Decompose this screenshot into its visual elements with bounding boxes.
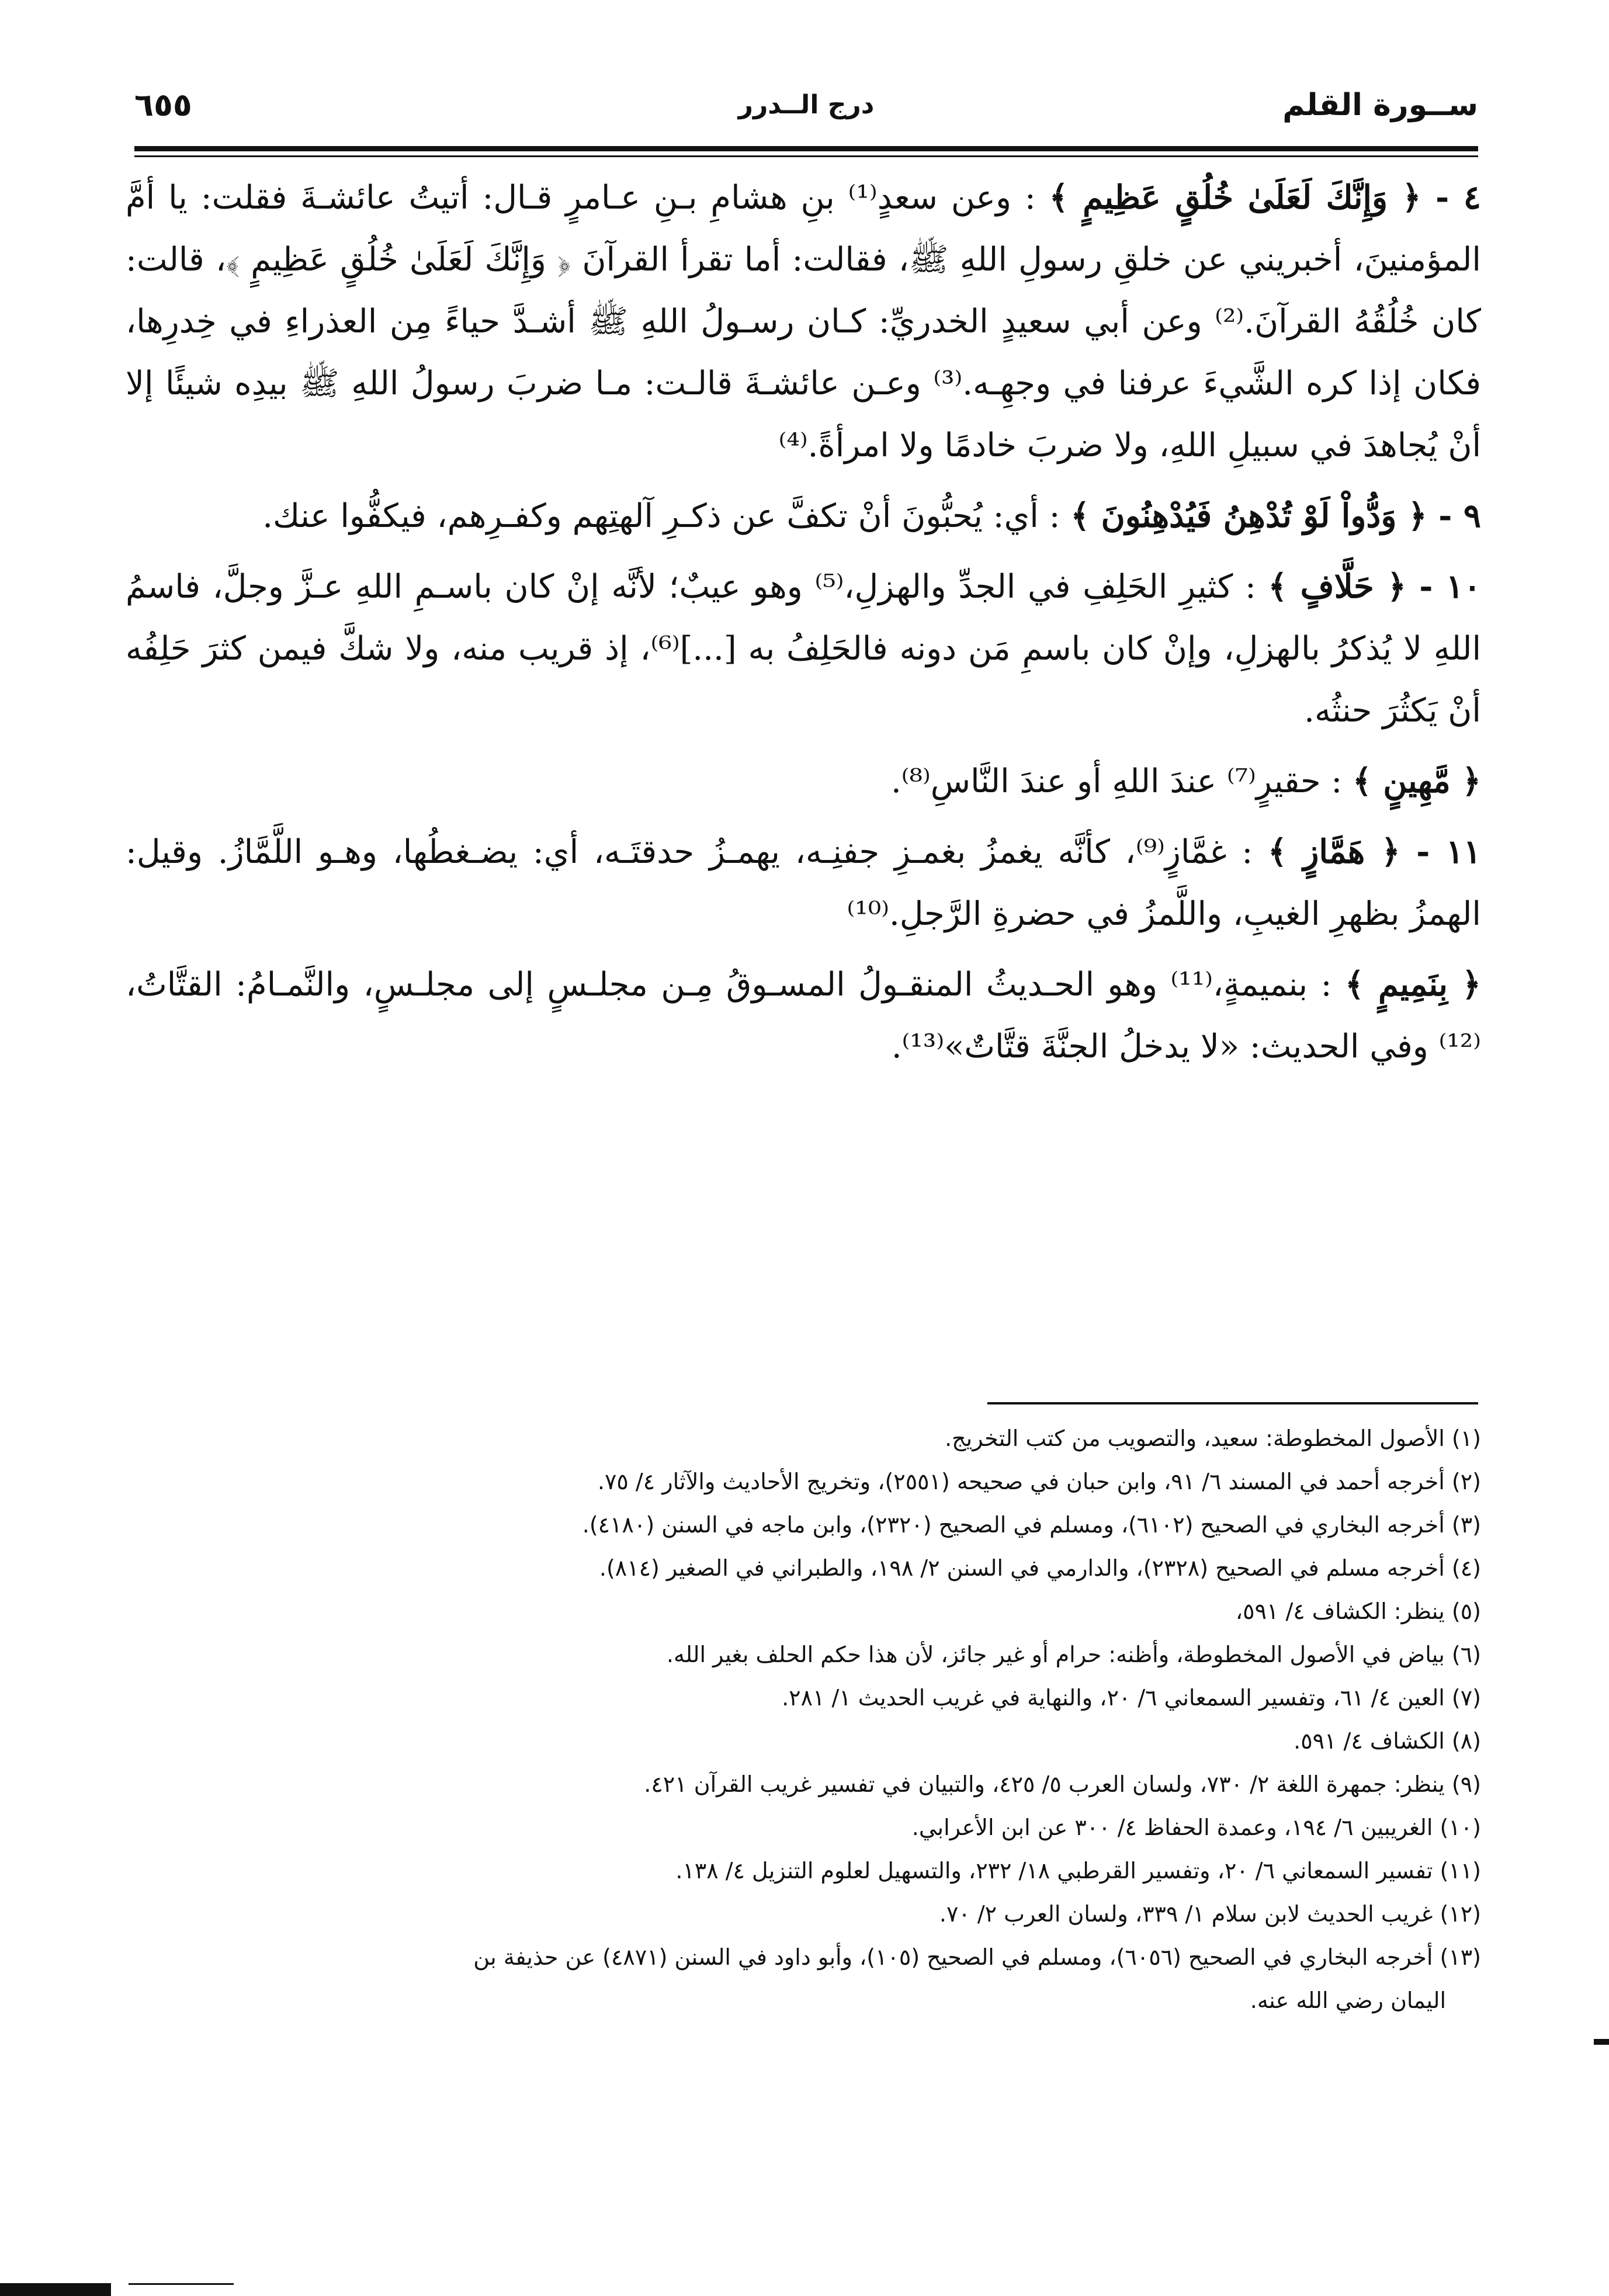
footnote: (٦) بياض في الأصول المخطوطة، وأظنه: حرام أو غير جائز، لأن هذا حكم الحلف بغير الله. <box>666 1642 1481 1667</box>
footnote: (٣) أخرجه البخاري في الصحيح (٦١٠٢)، ومسلم في الصحيح (٢٣٢٠)، وابن ماجه في السنن (٤١٨٠). <box>582 1512 1481 1538</box>
commentary-paragraph <box>126 953 1481 1078</box>
footnote: (١) الأصول المخطوطة: سعيد، والتصويب من كتب التخريج. <box>945 1426 1481 1451</box>
scan-edge-line <box>129 2283 234 2285</box>
quran-verse: ١٠ - ﴿ حَلَّافٍ ﴾ <box>1268 567 1481 606</box>
paragraph-text: : كثيرِ الحَلِفِ في الجدِّ والهزلِ،⁽⁵⁾ وهو عيبٌ؛ لأنَّه إنْ كان باسـمِ اللهِ عـزَّ وجلَّ، فاسمُ اللهِ لا يُذكرُ بالهزلِ، وإنْ كان باسمِ مَن دونه فالحَلِفُ به [...]⁽⁶⁾، إذ قريب منه، ولا شكَّ فيمن كثرَ حَلِفُه أنْ يَكثُرَ حنثُه. <box>126 568 1482 730</box>
paragraph-text: : وعن سعدٍ⁽¹⁾ بنِ هشامِ بـنِ عـامرٍ قـال: أتيتُ عائشـةَ فقلت: يا أمَّ المؤمنينَ، أخبريني عن خلقِ رسولِ اللهِ ﷺ، فقالت: أما تقرأ القرآنَ ﴿ وَإِنَّكَ لَعَلَىٰ خُلُقٍ عَظِيمٍ ﴾، قالت: كان خُلُقُهُ القرآنَ.⁽²⁾ وعن أبي سعيدٍ الخدريِّ: كـان رسـولُ اللهِ ﷺ أشـدَّ حياءً مِن العذراءِ في خِدرِها، فكان إذا كره الشَّيءَ عرفنا في وجهِـه.⁽³⁾ وعـن عائشـةَ قالـت: مـا ضربَ رسولُ اللهِ ﷺ بيدِه شيئًا إلا أنْ يُجاهدَ في سبيلِ اللهِ، ولا ضربَ خادمًا ولا امرأةً.⁽⁴⁾ <box>126 179 1482 464</box>
quran-verse: ﴿ بِنَمِيمٍ ﴾ <box>1344 965 1481 1004</box>
quran-verse: ٤ - ﴿ وَإِنَّكَ لَعَلَىٰ خُلُقٍ عَظِيمٍ ﴾ <box>1049 178 1481 217</box>
paragraph-text: : حقيرٍ⁽⁷⁾ عندَ اللهِ أو عندَ النَّاسِ⁽⁸⁾. <box>890 762 1353 800</box>
margin-mark <box>1594 2039 1609 2045</box>
quran-verse: ﴿ مَّهِينٍ ﴾ <box>1353 762 1481 800</box>
commentary-paragraph <box>126 485 1481 547</box>
footnote: (٤) أخرجه مسلم في الصحيح (٢٣٢٨)، والدارمي في السنن ٢/ ١٩٨، والطبراني في الصغير (٨١٤). <box>599 1555 1481 1581</box>
footnote: (٥) ينظر: الكشاف ٤/ ٥٩١، <box>1235 1598 1481 1624</box>
footnote: (١٠) الغريبين ٦/ ١٩٤، وعمدة الحفاظ ٤/ ٣٠٠ عن ابن الأعرابي. <box>911 1815 1481 1840</box>
book-title: درج الــدرر <box>738 90 875 120</box>
footnote-separator <box>987 1402 1478 1404</box>
footnote: (٨) الكشاف ٤/ ٥٩١. <box>1294 1728 1481 1754</box>
commentary-paragraph <box>126 556 1481 742</box>
paragraph-text: : غمَّازٍ⁽⁹⁾، كأنَّه يغمزُ بغمـزِ جفنِـه، يهمـزُ حدقتَـه، أي: يضـغطُها، وهـو اللَّمَّازُ. وقيل: الهمزُ بظهرِ الغيبِ، واللَّمزُ في حضرةِ الرَّجلِ.⁽¹⁰⁾ <box>126 833 1481 933</box>
commentary-paragraph <box>126 167 1481 477</box>
surah-title: ســورة القلم <box>1282 88 1478 123</box>
footnote: (١١) تفسير السمعاني ٦/ ٢٠، وتفسير القرطبي ١٨/ ٢٣٢، والتسهيل لعلوم التنزيل ٤/ ١٣٨. <box>675 1858 1481 1884</box>
header-rule-thick <box>134 146 1478 151</box>
footnotes <box>126 1417 1481 2022</box>
commentary-paragraph <box>126 821 1481 945</box>
paragraph-text: : بنميمةٍ،⁽¹¹⁾ وهو الحـديثُ المنقـولُ المسـوقُ مِـن مجلـسٍ إلى مجلـسٍ، والنَّمـامُ: القتَّاتُ،⁽¹²⁾ وفي الحديث: «لا يدخلُ الجنَّةَ قتَّاتٌ»⁽¹³⁾. <box>126 966 1481 1066</box>
footnote: (٩) ينظر: جمهرة اللغة ٢/ ٧٣٠، ولسان العرب ٥/ ٤٢٥، والتبيان في تفسير غريب القرآن ٤٢١. <box>644 1771 1481 1797</box>
footnote: (١٢) غريب الحديث لابن سلام ١/ ٣٣٩، ولسان العرب ٢/ ٧٠. <box>939 1901 1481 1927</box>
footnote: (١٣) أخرجه البخاري في الصحيح (٦٠٥٦)، ومسلم في الصحيح (١٠٥)، وأبو داود في السنن (٤٨٧١) عن حذيفة بن <box>473 1944 1481 1970</box>
footnote-continuation: اليمان رضي الله عنه. <box>1250 1988 1446 2013</box>
commentary-paragraph <box>126 750 1481 813</box>
page-number: ٦٥٥ <box>134 86 192 123</box>
footnote: (٧) العين ٤/ ٦١، وتفسير السمعاني ٦/ ٢٠، والنهاية في غريب الحديث ١/ ٢٨١. <box>782 1685 1481 1711</box>
paragraph-text: : أي: يُحبُّونَ أنْ تكفَّ عن ذكـرِ آلهتِهم وكفـرِهم، فيكفُّوا عنك. <box>262 497 1071 535</box>
scan-edge-mark <box>0 2283 111 2296</box>
quran-verse: ١١ - ﴿ هَمَّازٍ ﴾ <box>1268 833 1481 871</box>
main-text <box>126 167 1481 1086</box>
header-rule-thin <box>134 155 1478 157</box>
running-header <box>134 82 1478 146</box>
footnote: (٢) أخرجه أحمد في المسند ٦/ ٩١، وابن حبان في صحيحه (٢٥٥١)، وتخريج الأحاديث والآثار ٤/ ٧٥. <box>597 1469 1481 1494</box>
quran-verse: ٩ - ﴿ وَدُّواْ لَوْ تُدْهِنُ فَيُدْهِنُونَ ﴾ <box>1070 497 1481 535</box>
